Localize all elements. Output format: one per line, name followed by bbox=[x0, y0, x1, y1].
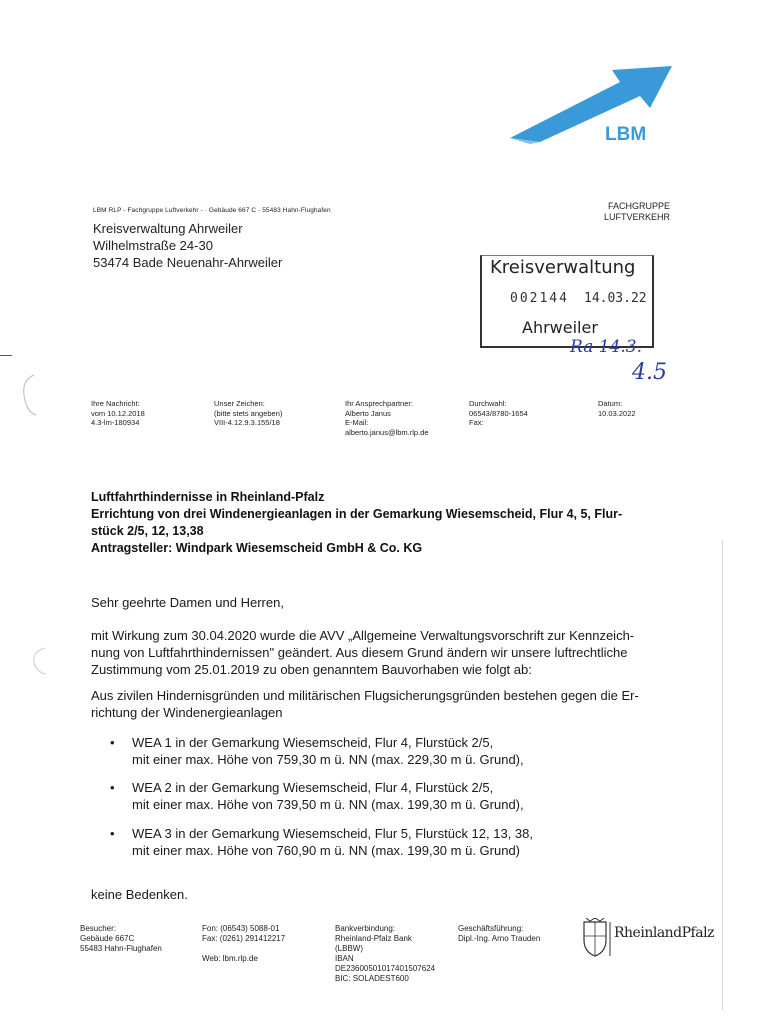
ref-ihre-nachricht bbox=[91, 399, 145, 428]
stamp-title: Kreisverwaltung bbox=[490, 257, 636, 278]
ref-value: vom 10.12.2018 bbox=[91, 408, 145, 418]
lbm-logo bbox=[500, 30, 700, 160]
footer-line: Besucher: bbox=[80, 924, 117, 933]
ref-ansprechpartner bbox=[345, 399, 429, 437]
list-item-line: WEA 1 in der Gemarkung Wiesemscheid, Flur 4, Flurstück 2/5, bbox=[132, 735, 494, 750]
ref-label: Ihr Ansprechpartner: bbox=[345, 399, 413, 408]
footer-line: BIC: SOLADEST600 bbox=[335, 974, 409, 983]
ref-value: 06543/8780-1654 bbox=[469, 408, 528, 418]
paragraph-line: Zustimmung vom 25.01.2019 zu oben genanntem Bauvorhaben wie folgt ab: bbox=[91, 662, 532, 677]
recipient-line: Wilhelmstraße 24-30 bbox=[93, 238, 213, 253]
footer-line: DE23600501017401507624 bbox=[335, 964, 436, 973]
ref-unser-zeichen bbox=[214, 399, 282, 428]
footer-line: 55483 Hahn-Flughafen bbox=[80, 944, 162, 953]
ref-email-link[interactable]: alberto.janus@lbm.rlp.de bbox=[345, 427, 429, 437]
stamp-number: 002144 bbox=[510, 291, 569, 306]
subject-line: Luftfahrthindernisse in Rheinland-Pfalz bbox=[91, 490, 325, 504]
ref-durchwahl bbox=[469, 399, 528, 428]
received-stamp bbox=[480, 255, 654, 348]
list-item-line: mit einer max. Höhe von 759,30 m ü. NN (max. 229,30 m ü. Grund), bbox=[132, 752, 524, 767]
footer-besucher bbox=[80, 924, 162, 954]
rheinland-pfalz-text: RheinlandPfalz bbox=[614, 925, 714, 941]
footer-line: Bankverbindung: bbox=[335, 924, 396, 933]
list-item-text bbox=[132, 734, 524, 768]
paragraph-line: nung von Luftfahrthindernissen" geändert. Aus diesem Grund ändern wir unsere luftrechtliche bbox=[91, 645, 628, 660]
list-item-line: WEA 3 in der Gemarkung Wiesemscheid, Flur 5, Flurstück 12, 13, 38, bbox=[132, 826, 533, 841]
department-line: LUFTVERKEHR bbox=[603, 212, 670, 222]
ref-label: Fax: bbox=[469, 418, 484, 427]
subject-line: stück 2/5, 12, 13,38 bbox=[91, 524, 204, 538]
lbm-logo-text: LBM bbox=[605, 124, 647, 145]
ref-label: Ihre Nachricht: bbox=[91, 399, 140, 408]
footer-geschaeftsfuehrung bbox=[458, 924, 540, 944]
subject-line: Antragsteller: Windpark Wiesemscheid GmbH & Co. KG bbox=[91, 541, 423, 555]
coat-of-arms-icon bbox=[578, 918, 612, 958]
rheinland-pfalz-logo bbox=[578, 918, 714, 958]
ref-value: (bitte stets angeben) bbox=[214, 408, 283, 418]
bullet-icon: • bbox=[110, 780, 115, 795]
paragraph-line: richtung der Windenergieanlagen bbox=[91, 705, 283, 720]
handwritten-note: 4.5 bbox=[632, 360, 667, 385]
list-item-line: mit einer max. Höhe von 760,90 m ü. NN (max. 199,30 m ü. Grund) bbox=[132, 843, 521, 858]
punch-hole-mark bbox=[20, 640, 50, 680]
list-item-text bbox=[132, 779, 524, 813]
stamp-date: 14.03.22 bbox=[584, 291, 647, 306]
paragraph-1 bbox=[91, 627, 681, 678]
recipient-address bbox=[93, 220, 282, 271]
bullet-icon: • bbox=[110, 826, 115, 841]
department bbox=[596, 201, 670, 223]
footer-web-link[interactable]: Web: lbm.rlp.de bbox=[202, 954, 258, 963]
recipient-line: 53474 Bade Neuenahr-Ahrweiler bbox=[93, 255, 283, 270]
salutation: Sehr geehrte Damen und Herren, bbox=[91, 595, 284, 610]
footer-spacer bbox=[202, 944, 285, 954]
footer-bank bbox=[335, 924, 435, 984]
list-item-line: mit einer max. Höhe von 739,50 m ü. NN (max. 199,30 m ü. Grund), bbox=[132, 797, 524, 812]
ref-label: Datum: bbox=[598, 399, 623, 408]
footer-kontakt bbox=[202, 924, 285, 964]
fold-mark bbox=[0, 355, 12, 356]
ref-label: Durchwahl: bbox=[469, 399, 507, 408]
ref-value: 10.03.2022 bbox=[598, 408, 636, 418]
ref-value: VIII-4.12.9.3.155/18 bbox=[214, 418, 280, 427]
subject-block bbox=[91, 489, 681, 557]
department-line: FACHGRUPPE bbox=[607, 201, 670, 211]
footer-line: IBAN bbox=[335, 954, 354, 963]
ref-label: E-Mail: bbox=[345, 418, 369, 427]
closing: keine Bedenken. bbox=[91, 887, 188, 902]
paragraph-line: mit Wirkung zum 30.04.2020 wurde die AVV „Allgemeine Verwaltungsvorschrift zur Kennzeich- bbox=[91, 628, 635, 643]
list-item-text bbox=[132, 825, 533, 859]
bullet-icon: • bbox=[110, 735, 115, 750]
handwritten-initials: Ra 14.3. bbox=[570, 337, 642, 357]
recipient-line: Kreisverwaltung Ahrweiler bbox=[93, 221, 243, 236]
ref-datum bbox=[598, 399, 636, 418]
ref-value: 4.3-lm-180934 bbox=[91, 418, 140, 427]
footer-line: (LBBW) bbox=[335, 944, 363, 953]
footer-line: Gebäude 667C bbox=[80, 934, 135, 943]
footer-line: Fon: (06543) 5088-01 bbox=[202, 924, 280, 933]
paragraph-2 bbox=[91, 687, 681, 721]
paragraph-line: Aus zivilen Hindernisgründen und militärischen Flugsicherungsgründen bestehen gegen die Er- bbox=[91, 688, 639, 703]
page-edge-line bbox=[722, 540, 723, 1010]
punch-hole-mark bbox=[14, 370, 44, 420]
stamp-place: Ahrweiler bbox=[522, 318, 598, 337]
footer-line: Rheinland-Pfalz Bank bbox=[335, 934, 412, 943]
subject-line: Errichtung von drei Windenergieanlagen in der Gemarkung Wiesemscheid, Flur 4, 5, Flur- bbox=[91, 507, 623, 521]
footer-line: Geschäftsführung: bbox=[458, 924, 524, 933]
sender-line: LBM RLP - Fachgruppe Luftverkehr - · Gebäude 667 C · 55483 Hahn-Flughafen bbox=[93, 207, 331, 214]
footer-line: Fax: (0261) 291412217 bbox=[202, 934, 286, 943]
ref-value: Alberto Janus bbox=[345, 408, 391, 418]
ref-label: Unser Zeichen: bbox=[214, 399, 265, 408]
list-item-line: WEA 2 in der Gemarkung Wiesemscheid, Flur 4, Flurstück 2/5, bbox=[132, 780, 494, 795]
footer-line: Dipl.-Ing. Arno Trauden bbox=[458, 934, 541, 943]
